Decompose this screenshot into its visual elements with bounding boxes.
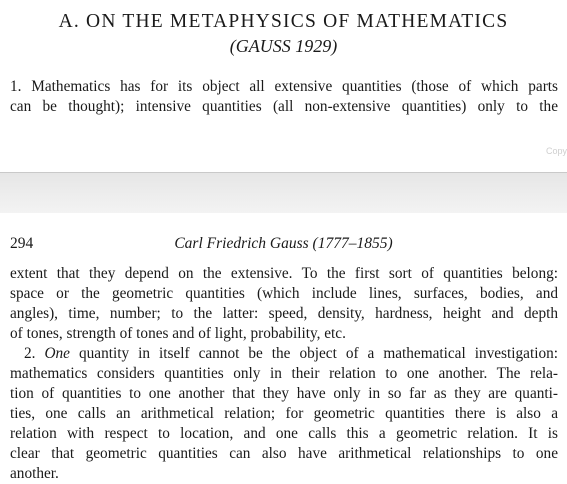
section-subtitle: (GAUSS 1929) — [229, 36, 338, 56]
text-line: clear that geometric quantities can also have arithmetical relationships to one — [10, 445, 558, 462]
section-title: A. ON THE METAPHYSICS OF MATHEMATICS — [58, 11, 509, 32]
page-number: 294 — [10, 235, 34, 252]
text-fragment: quantity in itself cannot be the object of a mathematical investigation: — [69, 345, 558, 362]
page-separator — [0, 172, 567, 214]
paragraph-number: 2. — [24, 345, 36, 362]
text-line: can be thought); intensive quantities (all non-extensive quantities) only to the — [10, 98, 558, 115]
page-bottom — [0, 213, 567, 480]
text-line: of tones, strength of tones and of light, probability, etc. — [10, 325, 346, 342]
page-top — [0, 0, 567, 172]
paragraph-2-first-line — [10, 344, 558, 364]
text-line: extent that they depend on the extensive. To the first sort of quantities belong: — [10, 265, 558, 282]
text-line: relation with respect to location, and one calls this a geometric relation. It is — [10, 425, 558, 442]
text-line: mathematics considers quantities only in their relation to one another. The rela- — [10, 365, 558, 382]
text-line: angles), time, number; to the latter: speed, density, hardness, height and depth — [10, 305, 558, 322]
text-line: ties, one calls an arithmetical relation; for geometric quantities there is also a — [10, 405, 558, 422]
copyright-watermark: Copy — [545, 146, 567, 156]
running-head: Carl Friedrich Gauss (1777–1855) — [174, 235, 393, 252]
text-line: another. — [10, 465, 59, 482]
text-line: tion of quantities to one another that they have only in so far as they are quanti- — [10, 385, 558, 402]
emphasis: One — [44, 345, 70, 362]
text-line: 1. Mathematics has for its object all extensive quantities (those of which parts — [10, 78, 558, 95]
text-line: space or the geometric quantities (which include lines, surfaces, bodies, and — [10, 285, 558, 302]
